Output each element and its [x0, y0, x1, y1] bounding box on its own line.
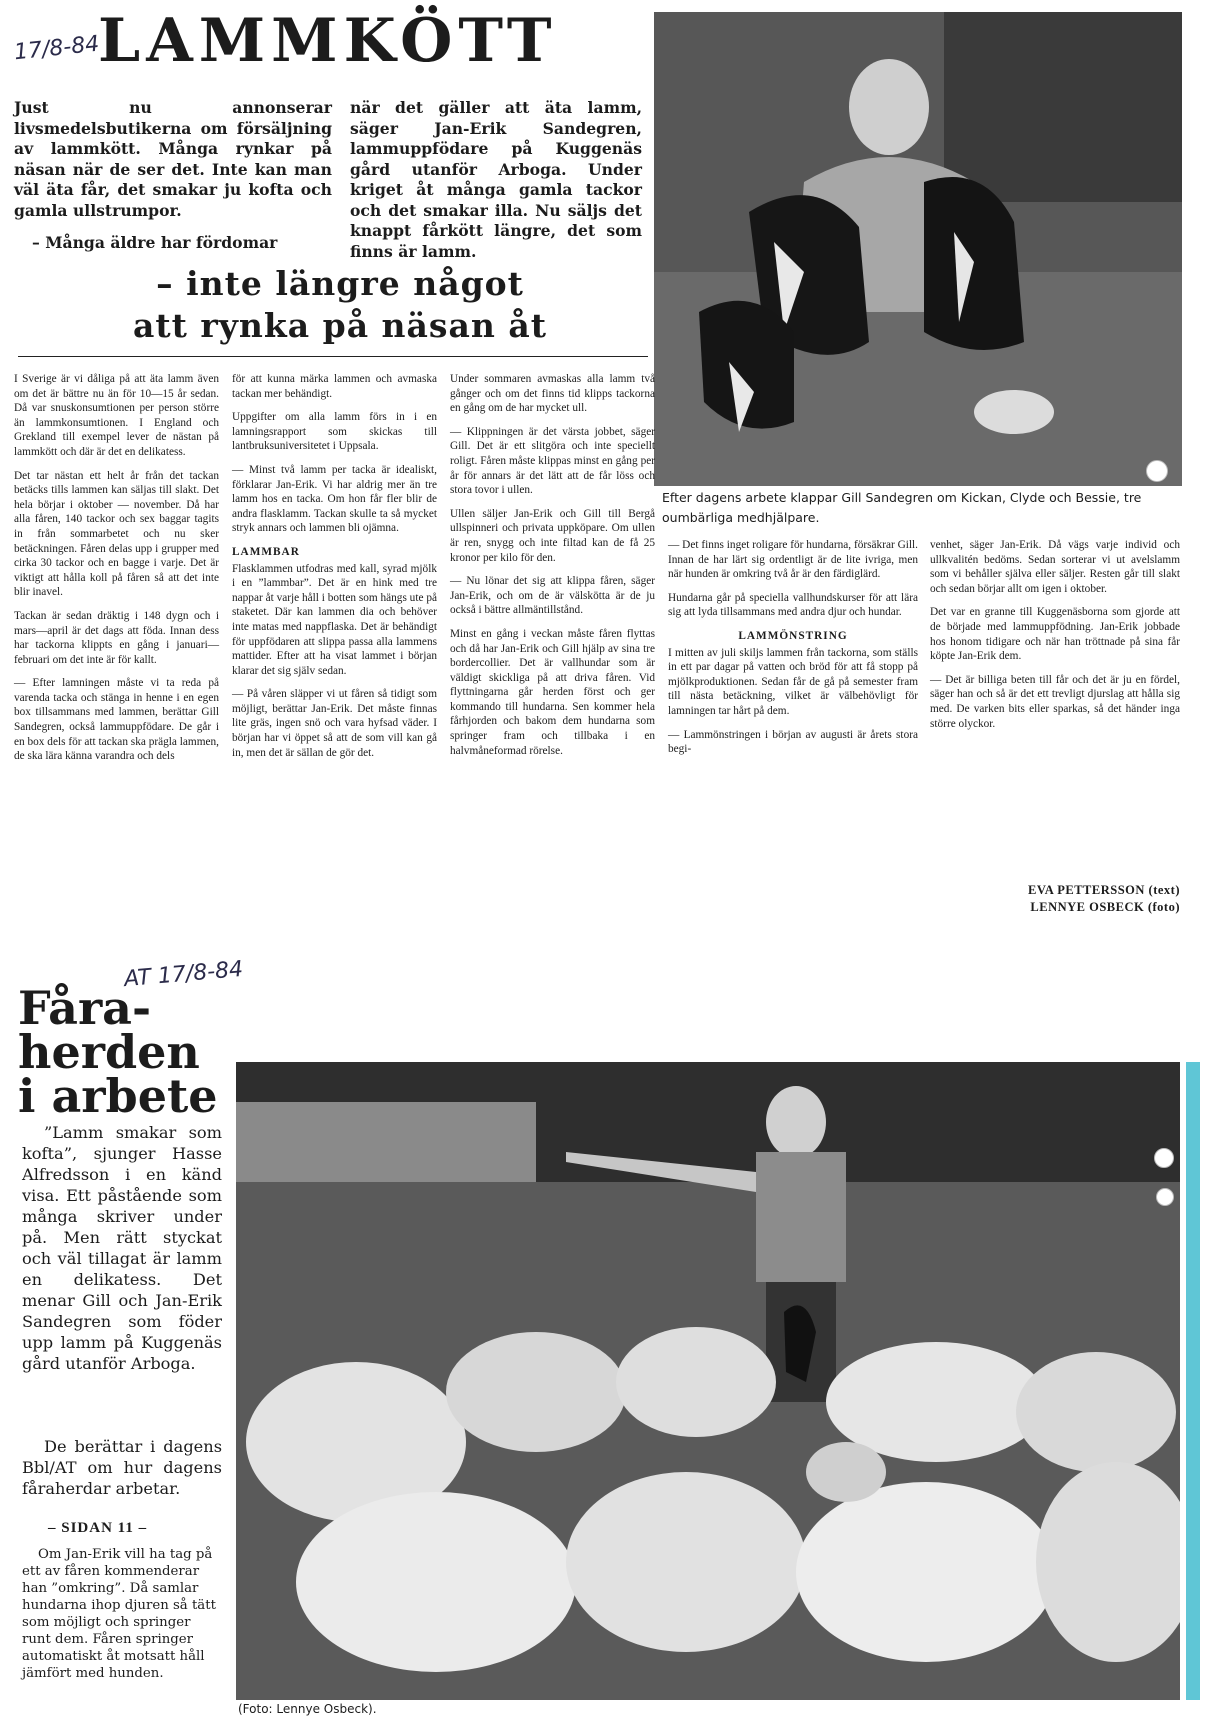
accent-strip: [1186, 1062, 1200, 1700]
bottom-headline-1: Fåra-: [18, 981, 152, 1035]
col3-p5: Minst en gång i veckan måste fåren flyttas och då har Jan-Erik och Gill hjälp av sina tre bordercollier. Det är vallhundar som är väldigt skickliga på att driva fåren. Vid flyttningarna går herden först och ger kommando till hundarna. Sen kommer hela fårhjorden och bakom dem hundarna som springer fram och tillbaka i en halvmåneformad rörelse.: [450, 627, 655, 757]
bottom-small-text: Om Jan-Erik vill ha tag på ett av fåren kommenderar han ”omkring”. Då samlar hundarna ihop djuren så tätt som möjligt och springer runt dem. Fåren springer automatiskt åt motsatt håll jämfört med hunden.: [22, 1547, 216, 1681]
column-2: [232, 372, 437, 769]
bottom-headline-2: herden: [18, 1025, 200, 1079]
col2-p5: — På våren släpper vi ut fåren så tidigt som möjligt, berättar Jan-Erik. Det måste finnas lite gräs, ingen snö och vara hyfsad väder. I början har vi öppet så att de som vill kan gå in, men det är sällan de gör det.: [232, 688, 437, 759]
col4-p4: — Lammönstringen i början av augusti är årets stora begi-: [668, 728, 918, 756]
byline-text: EVA PETTERSSON (text): [1028, 883, 1180, 897]
intro-left-p1: Just nu annonserar livsmedelsbutikerna om försäljning av lammkött. Många rynkar på näsan när de ser det. Inte kan man väl äta får, det smakar ju kofta och gamla ullstrumpor.: [14, 98, 332, 220]
page-ref: – SIDAN 11 –: [48, 1520, 148, 1536]
column-1: [14, 372, 219, 773]
col5-p1: venhet, säger Jan-Erik. Då vägs varje individ och ullkvalitén bedöms. Sedan sorterar vi ut avelslamm som vi behåller själva eller säljer. Resten går till slakt och sedan börjar allt om igen i oktober.: [930, 539, 1180, 595]
col4-p1: — Det finns inget roligare för hundarna, försäkrar Gill. Innan de har lärt sig ordentligt är de lite ivriga, men när hunden är omkring två år är den färdiglärd.: [668, 539, 918, 581]
col1-p2: Det tar nästan ett helt år från det tackan betäcks tills lammen kan säljas till slakt. Det hela börjar i oktober — november. Då har alla fåren, 140 tackor och sex baggar tagits in från sommarbetet och nu sker betäckningen. Fåren delas upp i grupper med cirka 30 tackor och en bagge i varje. Det är viktigt att hålla koll på fåren så att det inte blir inavel.: [14, 469, 219, 599]
col3-p3: Ullen säljer Jan-Erik och Gill till Bergå ullspinneri och privata uppköpare. Om ullen är ren, snygg och inte filtad kan de få 25 kronor per kilo för den.: [450, 507, 655, 564]
col1-p1: I Sverige är vi dåliga på att äta lamm även om det är bättre nu än för 10—15 år sedan. Då var snuskonsumtionen per person större än lammkonsumtionen. I England och Grekland till exempel lever de nästan på lammkött och där är det en delikatess.: [14, 373, 219, 458]
photo-caption: Efter dagens arbete klappar Gill Sandegren om Kickan, Clyde och Bessie, tre oumbärliga medhjälpare.: [662, 490, 1142, 525]
punch-hole-bottom-1: [1154, 1148, 1174, 1168]
headline: LAMMKÖTT: [98, 6, 558, 76]
col3-p2: — Klippningen är det värsta jobbet, säger Gill. Det är ett slitgöra och inte speciellt roligt. Fåren måste klippas minst en gång per år för annars är det lätt att de får löss och stora tovor i ullen.: [450, 425, 655, 497]
date-note: 17/8-84: [12, 31, 101, 66]
col2-p2: Uppgifter om alla lamm förs in i en lamningsrapport som skickas till lantbruksuniversitetet i Uppsala.: [232, 411, 437, 453]
col4-p2: Hundarna går på speciella vallhundskurser för att lära sig att lyda tillsammans med andra djur och hundar.: [668, 591, 918, 619]
column-4: [668, 538, 918, 766]
byline-photo: LENNYE OSBECK (foto): [1030, 900, 1180, 914]
col5-p2: Det var en granne till Kuggenäsborna som gjorde att de började med lammuppfödning. Jan-Erik jobbade hos honom tidigare och när han tröttnade på sina får köpte Jan-Erik dem.: [930, 606, 1180, 663]
col2-p1: för att kunna märka lammen och avmaska tackan mer behändigt.: [232, 373, 437, 400]
col2-p3: — Minst två lamm per tacka är idealiskt, förklarar Jan-Erik. Vi har aldrig mer än tre lamm hos en tacka. Om hon får fler blir de andra flasklamm. Tackan skulle ta så mycket stryk annars och lammen bli ojämna.: [232, 463, 437, 535]
bottom-headline-3: i arbete: [18, 1069, 218, 1123]
column-5: [930, 538, 1180, 740]
col3-p4: — Nu lönar det sig att klippa fåren, säger Jan-Erik, och om de är välskötta är de ju också i bättre allmäntillstånd.: [450, 575, 655, 617]
subheadline-2: att rynka på näsan åt: [132, 306, 548, 345]
subheadline-1: – inte längre något: [156, 264, 524, 303]
col2-p4: Flasklammen utfodras med kall, syrad mjölk i en ”lammbar”. Det är en hink med tre nappar åt varje håll i botten som hängs ute på staketet. Där kan lammen dia och behöver inte matas med nappflaska. Det är behändigt för uppfödaren att slippa passa alla lammens mattider. Efter att ha visat lammet i början klarar det sig själv sedan.: [232, 562, 437, 677]
bottom-headline: [18, 981, 238, 1123]
col5-p3: — Det är billiga beten till får och det är ju en fördel, säger han och så är det ett trevligt djurslag att hålla sig med. De varken bits eller sparkas, så det händer inga större olyckor.: [930, 673, 1180, 730]
photo-shepherd-with-sheep: [236, 1062, 1180, 1700]
col3-p1: Under sommaren avmaskas alla lamm två gånger och om det finns tid klipps tackorna en gång om de har mycket ull.: [450, 373, 655, 415]
intro-left-p2: – Många äldre har fördomar: [32, 233, 278, 252]
column-3: [450, 372, 655, 767]
column-rule-top: [18, 356, 648, 357]
col1-p4: — Efter lamningen måste vi ta reda på varenda tacka och stänga in henne i en egen box tillsammans med lammen, berättar Gill Sandegren, också lammuppfödare. De går i en box dels för att tackan ska präglа lammen, de ska lära känna varandra och dels: [14, 677, 219, 763]
col4-p3: I mitten av juli skiljs lammen från tackorna, som ställs in ett par dagar på vatten och bröd för att få stopp på mjölkproduktionen. Sedan får de gå på semester fram till nästa betäckning, vilket är välbehövligt för lamningen tar hårt på dem.: [668, 646, 918, 717]
byline: [900, 882, 1180, 916]
punch-hole-bottom-2: [1156, 1188, 1174, 1206]
date-note-bottom: AT 17/8-84: [123, 956, 245, 993]
intro-right: när det gäller att äta lamm, säger Jan-Erik Sandegren, lammuppfödare på Kuggenäs gård utanför Arboga. Under kriget åt många gamla tackor och det smakar illa. Nu säljs det knappt fårkött längre, det som finns är lamm.: [350, 98, 642, 261]
col4-subhead-lammonstring: LAMMÖNSTRING: [738, 629, 848, 642]
col1-p3: Tackan är sedan dräktig i 148 dygn och i mars—april är det dags att föda. Innan dess har tackorna klippts en gång i januari—februari om det inte är för kallt.: [14, 609, 219, 666]
intro-left: [14, 98, 332, 254]
bottom-body-2: De berättar i dagens Bbl/AT om hur dagens fåraherdar arbetar.: [22, 1437, 222, 1498]
punch-hole-top: [1146, 460, 1168, 482]
col2-subhead-lammbar: LAMMBAR: [232, 545, 300, 558]
photo-woman-with-dogs: [654, 12, 1182, 486]
photo-woman-with-dogs-illustration: [654, 12, 1182, 486]
photo-shepherd-illustration: [236, 1062, 1180, 1700]
bottom-body: ”Lamm smakar som kofta”, sjunger Hasse Alfredsson i en känd visa. Ett påstående som många skriver under på. Men rätt styckat och väl tillagat är lamm en delikatess. Det menar Gill och Jan-Erik Sandegren som föder upp lamm på Kuggenäs gård utanför Arboga.: [22, 1123, 222, 1373]
photo-credit: (Foto: Lennye Osbeck).: [238, 1702, 377, 1716]
